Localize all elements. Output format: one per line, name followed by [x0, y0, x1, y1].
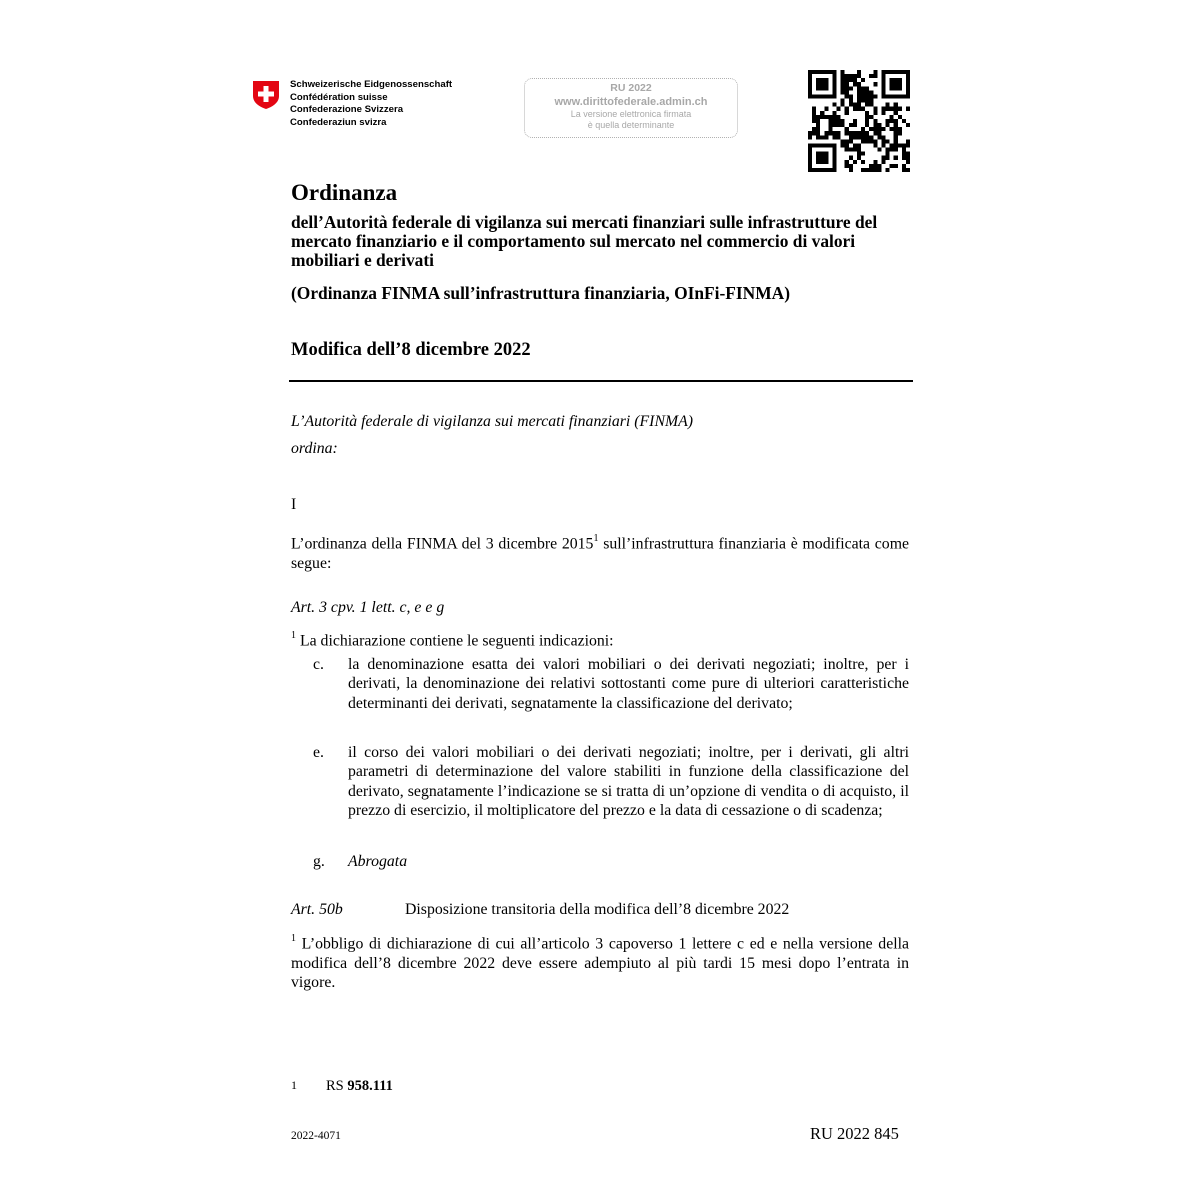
- official-collection-ref: RU 2022 845: [810, 1124, 899, 1143]
- confederation-line-rm: Confederaziun svizra: [290, 116, 387, 128]
- section-number: I: [291, 496, 297, 513]
- footnote: [291, 1078, 393, 1095]
- list-item-text: il corso dei valori mobiliari o dei derivati negoziati; inoltre, per i derivati, gli altri parametri di determinazione del valore stabiliti in funzione della classificazione del derivato, segnatamente l’indicazione se si tratta di un’opzione di vendita o di acquisto, il prezzo di esercizio, il moltiplicatore del prezzo e la data di cessazione o di scadenza;: [348, 744, 909, 820]
- qr-code-icon: [808, 70, 910, 172]
- modification-date: Modifica dell’8 dicembre 2022: [291, 340, 531, 360]
- article-title: Disposizione transitoria della modifica dell’8 dicembre 2022: [405, 901, 790, 918]
- article-3-heading: Art. 3 cpv. 1 lett. c, e e g: [291, 599, 445, 616]
- list-item: [291, 852, 909, 871]
- paragraph-number: 1: [291, 933, 296, 944]
- document-short-title: (Ordinanza FINMA sull’infrastruttura finanziaria, OInFi-FINMA): [291, 283, 790, 303]
- article-3-paragraph: [291, 627, 614, 651]
- footnote-reference[interactable]: 958.111: [347, 1078, 393, 1094]
- list-item-label: e.: [313, 744, 324, 761]
- article-number: Art. 50b: [291, 901, 343, 918]
- footnote-number: 1: [291, 1078, 297, 1092]
- preamble-authority: L’Autorità federale di vigilanza sui mercati finanziari (FINMA): [291, 413, 694, 430]
- paragraph-text-start: L’ordinanza della FINMA del 3 dicembre 2015: [291, 535, 594, 553]
- paragraph-text-end: sull’infrastruttura finanziaria è modificata come segue:: [291, 535, 909, 572]
- footnote-prefix: RS: [326, 1078, 348, 1094]
- article-50b-paragraph: [291, 930, 909, 992]
- confederation-line-it: Confederazione Svizzera: [290, 104, 404, 116]
- preamble-ordains: ordina:: [291, 440, 338, 458]
- list-item-label: c.: [313, 656, 324, 673]
- document-title: Ordinanza: [291, 180, 398, 205]
- footnote-ref[interactable]: 1: [593, 533, 599, 544]
- amended-ordinance-paragraph: [291, 530, 909, 573]
- confederation-line-fr: Confédération suisse: [290, 91, 388, 103]
- list-item-text: Abrogata: [348, 853, 408, 870]
- stamp-note-2: è quella determinante: [587, 120, 675, 130]
- list-item-label: g.: [313, 853, 325, 870]
- swiss-cross-icon: [252, 80, 280, 110]
- confederation-name: [290, 79, 452, 129]
- publication-stamp: [524, 78, 738, 138]
- confederation-line-de: Schweizerische Eidgenossenschaft: [290, 79, 453, 90]
- stamp-collection: RU 2022: [610, 82, 652, 94]
- document-id: 2022-4071: [291, 1130, 341, 1142]
- title-rule: [289, 380, 913, 382]
- paragraph-number: 1: [291, 630, 296, 641]
- document-subtitle: dell’Autorità federale di vigilanza sui mercati finanziari sulle infrastrutture del mercato finanziario e il comportamento sul mercato nel commercio di valori mobiliari e derivati: [291, 212, 878, 270]
- list-item: [291, 655, 909, 713]
- article-50b-heading: [291, 900, 789, 919]
- paragraph-text: La dichiarazione contiene le seguenti indicazioni:: [296, 632, 614, 650]
- stamp-note-1: La versione elettronica firmata: [570, 109, 692, 119]
- stamp-url: www.dirittofederale.admin.ch: [554, 96, 708, 108]
- preamble: [291, 412, 693, 467]
- list-item-text: la denominazione esatta dei valori mobiliari o dei derivati negoziati; inoltre, per i derivati, la denominazione dei relativi sottostanti come pure di ulteriori caratteristiche determinanti dei derivati, segnatamente la classificazione del derivato;: [348, 656, 909, 712]
- list-item: [291, 743, 909, 821]
- paragraph-text: L’obbligo di dichiarazione di cui all’articolo 3 capoverso 1 lettere c ed e nella versione della modifica dell’8 dicembre 2022 deve essere adempiuto al più tardi 15 mesi dopo l’entrata in vigore.: [291, 935, 909, 992]
